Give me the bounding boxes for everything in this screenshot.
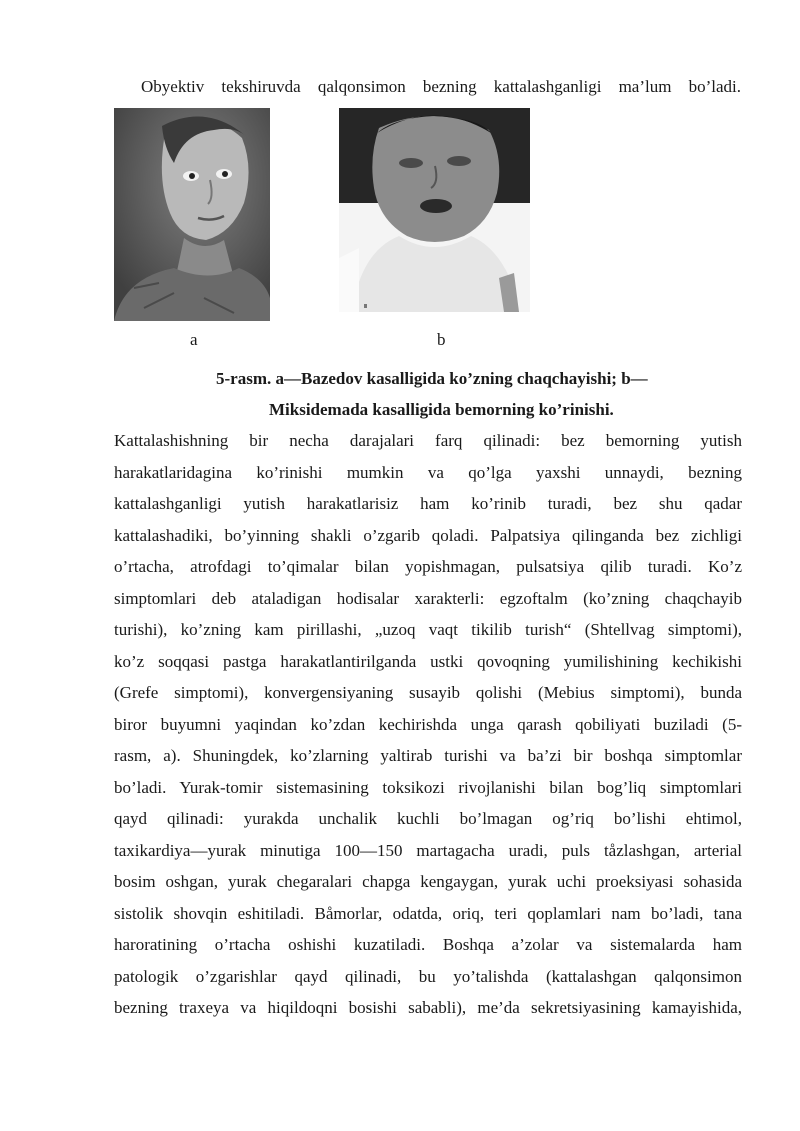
body-text-line: Kattalashishning bir necha darajalari farq qilinadi: bez bemorning yutish	[114, 431, 742, 450]
body-text-line: bezning traxeya va hiqildoqni bosishi sababli), me’da sekretsiyasining kamayishida,	[114, 998, 742, 1017]
body-text-line: haroratining o’rtacha oshishi kuzatiladi. Boshqa a’zolar va sistemalarda ham	[114, 935, 742, 954]
body-paragraph	[114, 425, 742, 1024]
figure-photo-a	[114, 108, 270, 321]
figure-label-b: b	[437, 330, 446, 349]
body-text-line: taxikardiya—yurak minutiga 100—150 martagacha uradi, puls tåzlashgan, arterial	[114, 840, 742, 860]
body-text-line: turishi), ko’zning kam pirillashi, „uzoq vaqt tikilib turish“ (Shtellvag simptomi),	[114, 620, 742, 639]
body-text-line: rasm, a). Shuningdek, ko’zlarning yaltirab turishi va ba’zi bir boshqa simptomlar	[114, 746, 742, 765]
body-text-line: patologik o’zgarishlar qayd qilinadi, bu yo’talishda (kattalashgan qalqonsimon	[114, 966, 742, 986]
body-text-line: qayd qilinadi: yurakda unchalik kuchli bo’lmagan og’riq bo’lishi ehtimol,	[114, 809, 742, 828]
body-text-line: (Grefe simptomi), konvergensiyaning susayib qolishi (Mebius simptomi), bunda	[114, 683, 742, 702]
body-text-line: kattalashganligi yutish harakatlarisiz ham ko’rinib turadi, bez shu qadar	[114, 494, 742, 513]
body-text-line: bo’ladi. Yurak-tomir sistemasining toksikozi rivojlanishi bilan bog’liq simptomlari	[114, 777, 742, 797]
body-text-line: biror buyumni yaqindan ko’zdan kechirishda unga qarash qobiliyati buziladi (5-	[114, 714, 742, 734]
body-text-line: kattalashadiki, bo’yinning shakli o’zgarib qoladi. Palpatsiya qilinganda bez zichligi	[114, 525, 742, 545]
figure-caption	[114, 363, 800, 425]
figure-label-a: a	[190, 330, 198, 349]
body-text-line: sistolik shovqin eshitiladi. Båmorlar, odatda, oriq, teri qoplamlari nam bo’ladi, tana	[114, 903, 742, 923]
figure-caption-line: 5-rasm. a—Bazedov kasalligida ko’zning chaqchayishi; b—	[216, 369, 648, 388]
figure-caption-line: Miksidemada kasalligida bemorning ko’rinishi.	[269, 400, 614, 419]
body-text-line: ko’z soqqasi pastga harakatlantirilganda ustki qovoqning yumilishining kechikishi	[114, 651, 742, 671]
figure-photo-b	[339, 108, 530, 312]
body-text-line: o’rtacha, atrofdagi to’qimalar bilan yopishmagan, pulsatsiya qilib turadi. Ko’z	[114, 557, 742, 576]
body-text-line: bosim oshgan, yurak chegaralari chapga kengaygan, yurak uchi proeksiyasi sohasida	[114, 872, 742, 891]
body-text-line: simptomlari deb ataladigan hodisalar xarakterli: egzoftalm (ko’zning chaqchayib	[114, 588, 742, 608]
intro-paragraph-line: Obyektiv tekshiruvda qalqonsimon bezning kattalashganligi ma’lum bo’ladi.	[141, 77, 741, 96]
body-text-line: harakatlaridagina ko’rinishi mumkin va qo’lga yaxshi unnaydi, bezning	[114, 462, 742, 482]
